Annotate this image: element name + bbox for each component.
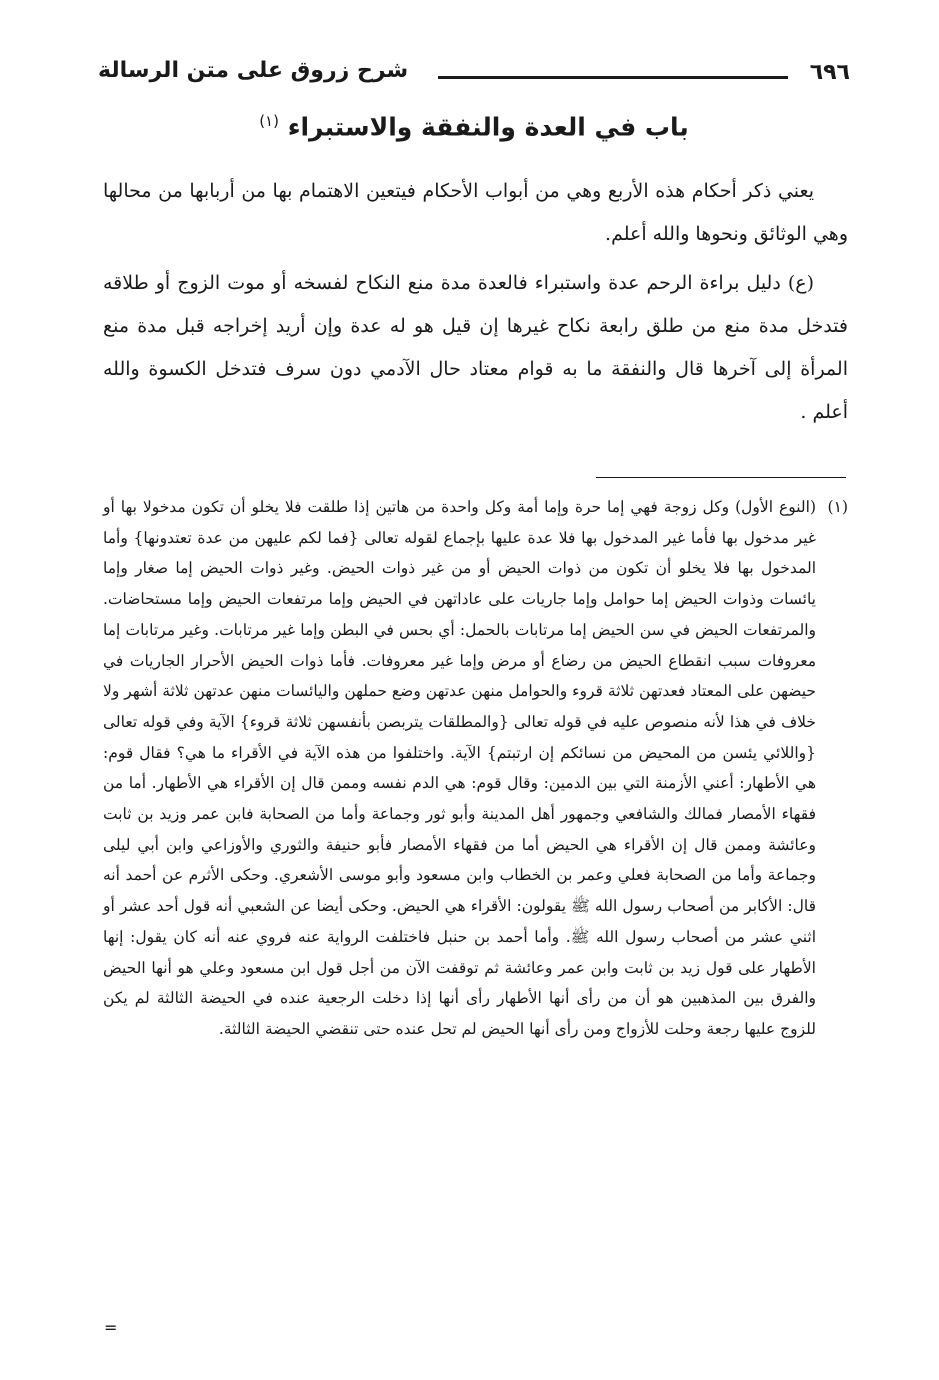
body-paragraph-2 (103, 262, 848, 434)
chapter-footnote-ref: (١) (259, 112, 279, 130)
body-paragraph-1-text: يعني ذكر أحكام هذه الأربع وهي من أبواب الأحكام فيتعين الاهتمام بها من أربابها من محالها وهي الوثائق ونحوها والله أعلم. (103, 180, 848, 245)
continuation-mark: = (104, 1318, 118, 1337)
running-header (98, 58, 850, 98)
body-paragraph-1 (103, 170, 848, 256)
footnote-text: (النوع الأول) وكل زوجة فهي إما حرة وإما أمة وكل واحدة من هاتين إذا طلقت فلا يخلو أن تكون مدخولا بها أو غير مدخول بها فأما غير المدخول بها فلا عدة عليها بإجماع لقوله تعالى {فما لكم عليهن من عدة تعتدونها} وأما المدخول بها فلا يخلو أن تكون من ذوات الحيض أو من غير ذوات الحيض. وغير ذوات الحيض إما صغار وإما يائسات وذوات الحيض إما حوامل وإما جاريات على عاداتهن في الحيض وإما مرتفعات الحيض وإما مستحاضات. والمرتفعات الحيض في سن الحيض إما مرتابات بالحمل: أي بحس في البطن وإما غير مرتابات. وغير مرتابات إما معروفات سبب انقطاع الحيض من رضاع أو مرض وإما غير معروفات. فأما ذوات الحيض الأحرار الجاريات في حيضهن على المعتاد فعدتهن ثلاثة قروء والحوامل منهن عدتهن وضع حملهن واليائسات منهن عدتهن ثلاثة أشهر ولا خلاف في هذا لأنه منصوص عليه في قوله تعالى {والمطلقات يتربصن بأنفسهن ثلاثة قروء} الآية وفي قوله تعالى {واللائي يئسن من المحيض من نسائكم إن ارتبتم} الآية. واختلفوا من هذه الآية في الأقراء ما هي؟ فقال قوم: هي الأطهار: أعني الأزمنة التي بين الدمين: وقال قوم: هي الدم نفسه وممن قال إن الأقراء هي الأطهار. أما من فقهاء الأمصار فمالك والشافعي وجمهور أهل المدينة وأبو ثور وجماعة وأما من الصحابة فابن عمر وزيد بن ثابت وعائشة وممن قال إن الأقراء هي الحيض أما من فقهاء الأمصار فأبو حنيفة والثوري والأوزاعي وابن أبي ليلى وجماعة وأما من الصحابة فعلي وعمر بن الخطاب وابن مسعود وأبو موسى الأشعري. وحكى الأثرم عن أحمد أنه قال: الأكابر من أصحاب رسول الله ﷺ يقولون: الأقراء هي الحيض. وحكى أيضا عن الشعبي أنه قول أحد عشر أو اثني عشر من أصحاب رسول الله ﷺ. وأما أحمد بن حنبل فاختلفت الرواية عنه فروي عنه أنه كان يقول: إنها الأطهار على قول زيد بن ثابت وابن عمر وعائشة ثم توقفت الآن من أجل قول ابن مسعود وعلي هو أنها الحيض والفرق بين المذهبين هو أن من رأى أنها الأطهار رأى أنها إذا دخلت الرجعية عنده في الحيضة الثالثة لم يكن للزوج عليها رجعة وحلت للأزواج ومن رأى أنها الحيض لم تحل عنده حتى تنقضي الحيضة الثالثة. (103, 498, 816, 1038)
header-rule (438, 76, 788, 79)
running-title: شرح زروق على متن الرسالة (98, 58, 409, 83)
footnote-paragraph (103, 492, 848, 1045)
page-number: ٦٩٦ (809, 60, 850, 85)
footnote-separator (596, 477, 846, 478)
footnote (103, 492, 848, 1045)
chapter-heading (98, 112, 850, 141)
main-body (103, 170, 848, 434)
body-paragraph-2-text: (ع) دليل براءة الرحم عدة واستبراء فالعدة مدة منع النكاح لفسخه أو موت الزوج أو طلاقه فتدخل مدة منع من طلق رابعة نكاح غيرها إن قيل هو له عدة وإن أريد إخراجه قبل مدة منع المرأة إلى آخرها قال والنفقة ما به قوام معتاد حال الآدمي دون سرف فتدخل الكسوة والله أعلم . (103, 272, 848, 423)
chapter-title: باب في العدة والنفقة والاستبراء (287, 112, 689, 142)
footnote-marker: (١) (827, 498, 848, 516)
